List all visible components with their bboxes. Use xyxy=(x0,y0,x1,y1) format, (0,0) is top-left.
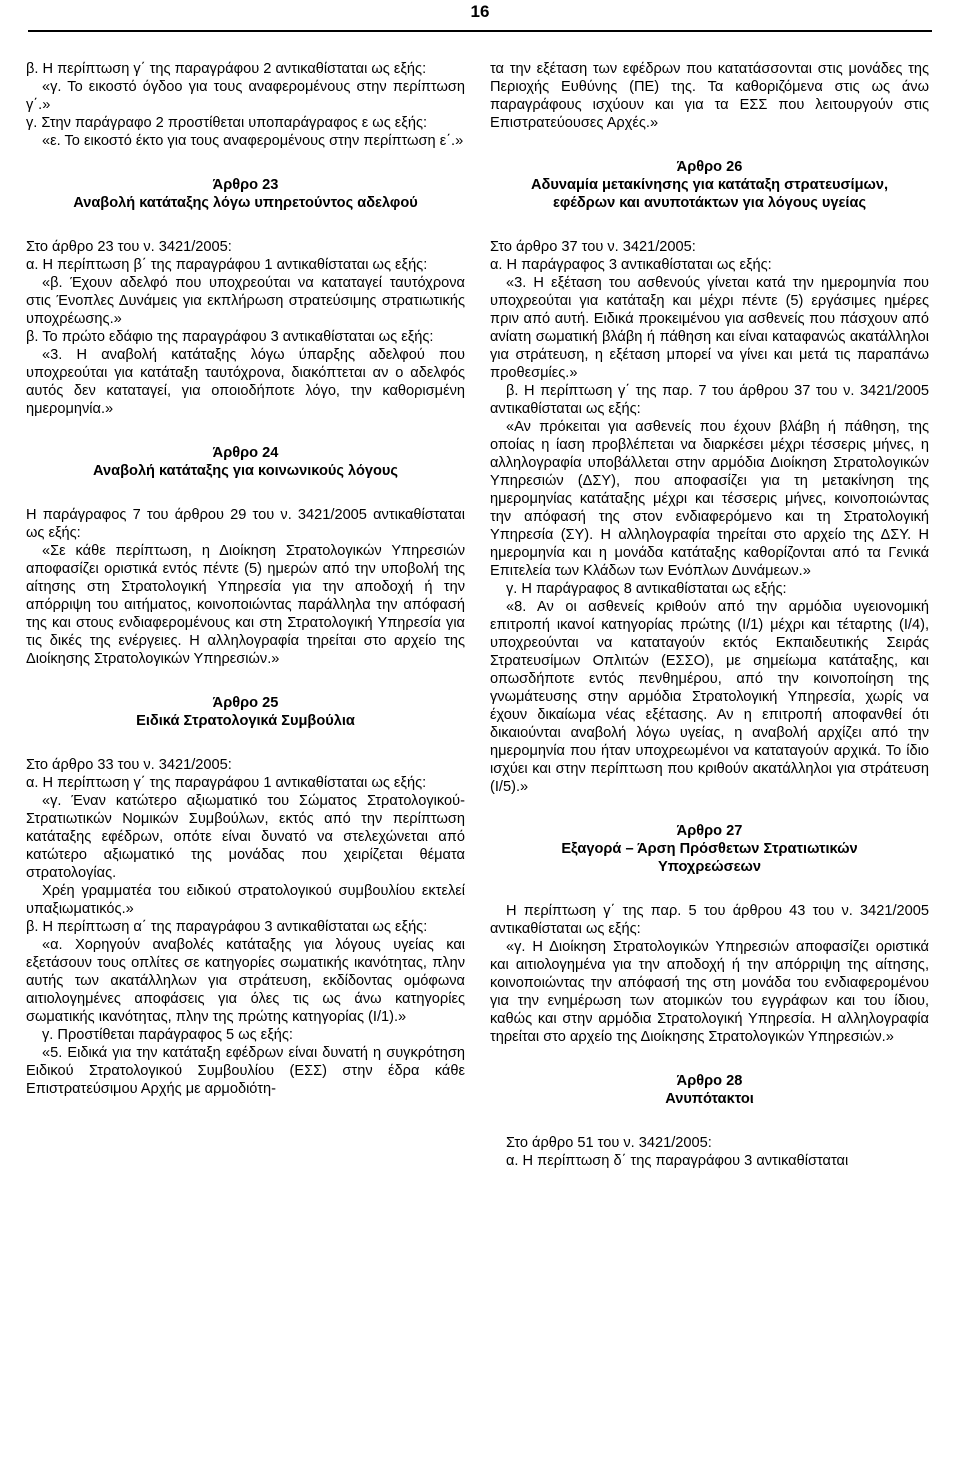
paragraph: γ. Η παράγραφος 8 αντικαθίσταται ως εξής: xyxy=(506,581,787,597)
paragraph: γ. Προστίθεται παράγραφος 5 ως εξής: xyxy=(42,1027,293,1043)
article-number: Άρθρο 24 xyxy=(212,445,279,461)
paragraph: Στο άρθρο 51 του ν. 3421/2005: xyxy=(506,1135,712,1151)
paragraph: «Σε κάθε περίπτωση, η Διοίκηση Στρατολογικών Υπηρεσιών αποφασίζει οριστικά εντός πέντε (5) ημερών από την υποβολή της αίτησης στη Στρατολογική Υπηρεσία για την αποδοχή ή την απόρριψη του αιτήματος, κοινοποιώντας παράλληλα την απόφασή της και στους ενδιαφερομένους και στη Στρατολογική Υπηρεσία για τις δικές της ενέργειες. Η αλληλογραφία τηρείται στο αρχείο της Διοίκησης Στρατολογικών Υπηρεσιών.» xyxy=(26,543,465,667)
article-number: Άρθρο 27 xyxy=(676,823,743,839)
article-title: Αναβολή κατάταξης λόγω υπηρετούντος αδελφού xyxy=(73,195,418,211)
paragraph: α. Η παράγραφος 3 αντικαθίσταται ως εξής: xyxy=(490,257,772,273)
paragraph: α. Η περίπτωση δ΄ της παραγράφου 3 αντικαθίσταται xyxy=(506,1153,849,1169)
paragraph: β. Η περίπτωση γ΄ της παρ. 7 του άρθρου 37 του ν. 3421/2005 αντικαθίσταται ως εξής: xyxy=(490,383,929,417)
paragraph: «α. Χορηγούν αναβολές κατάταξης για λόγους υγείας και εξετάσουν τους οπλίτες σε κατηγορίες σωματικής ικανότητας, πλην αυτής των ακατάλληλων για στράτευση, εκδίδοντας ομόφωνα αιτιολογημένες αποφάσεις για όλες τις ως άνω κατηγορίες σωματικής ικανότητας, πλην της πρώτης κατηγορίας (Ι/1).» xyxy=(26,937,465,1025)
paragraph: «γ. Το εικοστό όγδοο για τους αναφερομένους στην περίπτωση γ΄.» xyxy=(26,79,465,113)
paragraph: «8. Αν οι ασθενείς κριθούν από την αρμόδια υγειονομική επιτροπή ικανοί κατηγορίας πρώτης (Ι/1) μέχρι και τέταρτης (Ι/4), υποχρεούνται να καταταγούν εκτός Εκπαιδευτικής Σειράς Στρατευσίμων Οπλιτών (ΕΣΣΟ), με σημείωμα κατάταξης, και οπωσδήποτε εντός πενθημέρου, από την κοινοποίηση της γνωμάτευσης στην αρμόδια Στρατολογική Υπηρεσία, χωρίς να έχουν δικαίωμα νέας εξέτασης. Αν η επιτροπή αποφανθεί ότι δικαιούνται αναβολή λόγω υγείας, η αναβολή αρχίζει από την ημερομηνία που ήταν υποχρεωμένοι να καταταγούν αρχικά. Το ίδιο ισχύει και στην περίπτωση που κριθούν ακατάλληλοι για στράτευση (Ι/5).» xyxy=(490,599,929,795)
left-column xyxy=(26,60,465,1098)
article-title: Ειδικά Στρατολογικά Συμβούλια xyxy=(136,713,355,729)
right-column xyxy=(490,60,929,1170)
paragraph: Στο άρθρο 37 του ν. 3421/2005: xyxy=(490,239,696,255)
paragraph: «γ. Έναν κατώτερο αξιωματικό του Σώματος Στρατολογικού-Στρατιωτικών Νομικών Συμβούλων, εκτός από την περίπτωση κατάταξης εφέδρων, οπότε είναι δυνατό να στελεχώνεται από κατώτερο αξιωματικό της μονάδας που χειρίζεται θέματα στρατολογίας. xyxy=(26,793,465,881)
paragraph: α. Η περίπτωση γ΄ της παραγράφου 1 αντικαθίσταται ως εξής: xyxy=(26,775,427,791)
paragraph: Η περίπτωση γ΄ της παρ. 5 του άρθρου 43 του ν. 3421/2005 αντικαθίσταται ως εξής: xyxy=(490,903,929,937)
paragraph: «β. Έχουν αδελφό που υποχρεούται να καταταγεί ταυτόχρονα στις Ένοπλες Δυνάμεις για εκπλήρωση στρατεύσιμης στρατιωτικής υποχρέωσης.» xyxy=(26,275,465,327)
paragraph: Χρέη γραμματέα του ειδικού στρατολογικού συμβουλίου εκτελεί υπαξιωματικός.» xyxy=(26,883,465,917)
article-title: εφέδρων και ανυποτάκτων για λόγους υγείας xyxy=(552,195,867,211)
paragraph: «Αν πρόκειται για ασθενείς που έχουν βλάβη ή πάθηση, της οποίας η ίαση προβλέπεται να διαρκέσει μέχρι τέσσερις μήνες, η αλληλογραφία υποβάλλεται στην αρμόδια Διοίκηση Στρατολογικών Υπηρεσιών (ΔΣΥ), που αποφασίζει για τη μετακίνηση της ημερομηνίας κατάταξης μέχρι και τέσσερις μήνες, κοινοποιώντας την απόφασή της στον ενδιαφερόμενο και τη Στρατολογική Υπηρεσία (ΣΥ). Η αλληλογραφία τηρείται στο αρχείο της ΔΣΥ. Η ημερομηνία και η μονάδα κατάταξης καθορίζονται από τα Γενικά Επιτελεία των Κλάδων των Ενόπλων Δυνάμεων.» xyxy=(490,419,929,579)
paragraph: «ε. Το εικοστό έκτο για τους αναφερομένους στην περίπτωση ε΄.» xyxy=(42,133,464,149)
paragraph: Η παράγραφος 7 του άρθρου 29 του ν. 3421/2005 αντικαθίσταται ως εξής: xyxy=(26,507,465,541)
article-number: Άρθρο 23 xyxy=(212,177,279,193)
paragraph: α. Η περίπτωση β΄ της παραγράφου 1 αντικαθίσταται ως εξής: xyxy=(26,257,428,273)
paragraph: γ. Στην παράγραφο 2 προστίθεται υποπαράγραφος ε ως εξής: xyxy=(26,115,428,131)
article-heading xyxy=(26,694,465,730)
article-title: Αναβολή κατάταξης για κοινωνικούς λόγους xyxy=(93,463,398,479)
article-heading xyxy=(490,158,929,212)
paragraph: «3. Η εξέταση του ασθενούς γίνεται κατά την ημερομηνία που υποχρεούται για κατάταξη και μέχρι πέντε (5) εργάσιμες ημέρες πριν από αυτή. Ειδικά προκειμένου για ασθενείς που πάσχουν από ανίατη σωματική βλάβη ή πάθηση και είναι καταφανώς ακατάλληλοι για στράτευση, η εξέταση μπορεί να γίνει και μετά τις παραπάνω προθεσμίες.» xyxy=(490,275,929,381)
paragraph: β. Το πρώτο εδάφιο της παραγράφου 3 αντικαθίσταται ως εξής: xyxy=(26,329,434,345)
article-title: Υποχρεώσεων xyxy=(658,859,761,875)
article-title: Εξαγορά – Άρση Πρόσθετων Στρατιωτικών xyxy=(561,841,858,857)
article-heading xyxy=(490,822,929,876)
page-number: 16 xyxy=(470,2,490,21)
article-title: Ανυπότακτοι xyxy=(665,1091,754,1107)
paragraph: β. Η περίπτωση γ΄ της παραγράφου 2 αντικαθίσταται ως εξής: xyxy=(26,61,427,77)
paragraph: β. Η περίπτωση α΄ της παραγράφου 3 αντικαθίσταται ως εξής: xyxy=(26,919,428,935)
article-number: Άρθρο 26 xyxy=(676,159,743,175)
article-heading xyxy=(490,1072,929,1108)
header-rule xyxy=(28,30,932,32)
paragraph: «5. Ειδικά για την κατάταξη εφέδρων είναι δυνατή η συγκρότηση Ειδικού Στρατολογικού Συμβουλίου (ΕΣΣ) στην έδρα κάθε Επιστρατεύσιμου Αρχής με αρμοδιότη- xyxy=(26,1045,465,1097)
article-number: Άρθρο 25 xyxy=(212,695,279,711)
article-title: Αδυναμία μετακίνησης για κατάταξη στρατευσίμων, xyxy=(530,177,889,193)
paragraph: «3. Η αναβολή κατάταξης λόγω ύπαρξης αδελφού που υποχρεούται για κατάταξη ταυτόχρονα, διακόπτεται αν ο αδελφός αυτός δεν καταταγεί, για οποιοδήποτε λόγο, την καθορισμένη ημερομηνία.» xyxy=(26,347,465,417)
paragraph: τα την εξέταση των εφέδρων που κατατάσσονται στις μονάδες της Περιοχής Ευθύνης (ΠΕ) της. Τα καθοριζόμενα στις ως άνω παραγράφους ισχύουν και για τα ΕΣΣ που λειτουργούν στις Επιστρατεύουσες Αρχές.» xyxy=(490,61,929,131)
paragraph: Στο άρθρο 23 του ν. 3421/2005: xyxy=(26,239,232,255)
article-heading xyxy=(26,444,465,480)
article-heading xyxy=(26,176,465,212)
paragraph: «γ. Η Διοίκηση Στρατολογικών Υπηρεσιών αποφασίζει οριστικά και αιτιολογημένα για την αποδοχή ή την απόρριψη της αίτησης, κοινοποιώντας την απόφασή της στη μονάδα του ενδιαφερομένου για την ενημέρωση των ατομικών του εγγράφων και του ίδιου, καθώς και στην αρμόδια Στρατολογική Υπηρεσία. Η αλληλογραφία τηρείται στο αρχείο της Διοίκησης Στρατολογικών Υπηρεσιών.» xyxy=(490,939,929,1045)
paragraph: Στο άρθρο 33 του ν. 3421/2005: xyxy=(26,757,232,773)
article-number: Άρθρο 28 xyxy=(676,1073,743,1089)
